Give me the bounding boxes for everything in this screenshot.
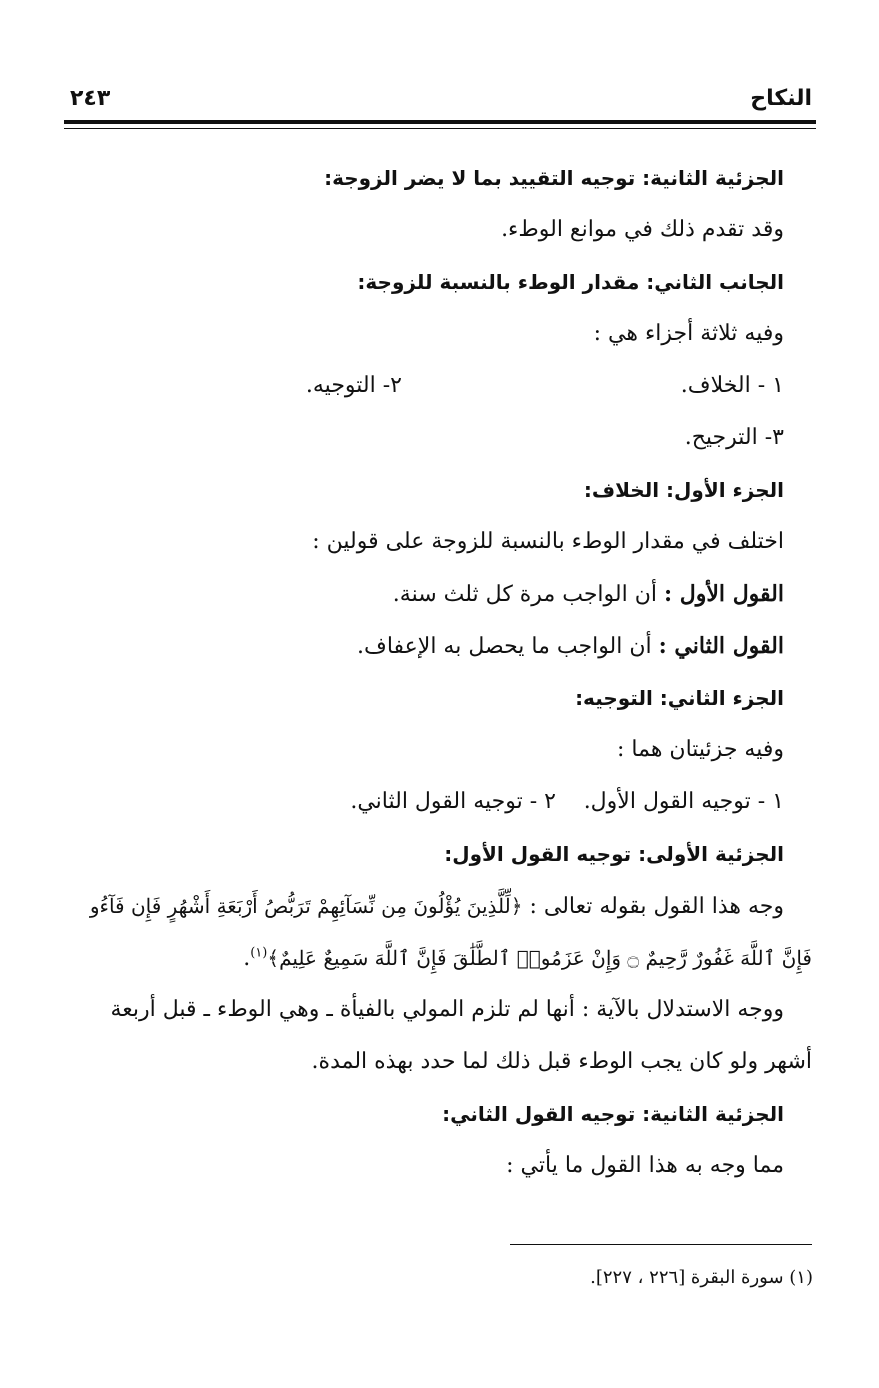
page-body bbox=[60, 152, 812, 1192]
footnote-reference: (١) bbox=[250, 945, 268, 961]
subsection-heading: الجزئية الثانية: توجيه القول الثاني: bbox=[442, 1102, 784, 1126]
sentence-end: . bbox=[243, 946, 251, 971]
paragraph: وفيه ثلاثة أجزاء هي : bbox=[593, 321, 784, 346]
subsection-heading: الجزئية الثانية: توجيه التقييد بما لا يضر الزوجة: bbox=[324, 166, 784, 190]
list-item: ٣- الترجيح. bbox=[684, 425, 784, 450]
subsection-heading: الجزء الأول: الخلاف: bbox=[583, 478, 784, 502]
running-title: النكاح bbox=[750, 86, 812, 111]
paragraph: مما وجه به هذا القول ما يأتي : bbox=[506, 1153, 784, 1178]
running-header bbox=[66, 84, 814, 114]
paragraph-line bbox=[60, 932, 812, 984]
section-heading: الجانب الثاني: مقدار الوطء بالنسبة للزوجة: bbox=[357, 270, 784, 294]
list-item: ١ - توجيه القول الأول. bbox=[583, 789, 784, 814]
paragraph-line: أشهر ولو كان يجب الوطء قبل ذلك لما حدد بهذه المدة. bbox=[311, 1049, 812, 1074]
paragraph-line: ووجه الاستدلال بالآية : أنها لم تلزم المولي بالفيأة ـ وهي الوطء ـ قبل أربعة bbox=[110, 997, 784, 1022]
opinion-text: أن الواجب مرة كل ثلث سنة. bbox=[392, 582, 657, 607]
subsection-heading: الجزء الثاني: التوجيه: bbox=[575, 686, 784, 710]
footnote: (١) سورة البقرة [٢٢٦ ، ٢٢٧]. bbox=[590, 1267, 813, 1288]
paragraph: اختلف في مقدار الوطء بالنسبة للزوجة على قولين : bbox=[312, 529, 784, 554]
quran-verse: فَإِنَّ ٱللَّهَ غَفُورٌ رَّحِيمٌ ۝ وَإِنْ عَزَمُوا۟ ٱلطَّلَٰقَ فَإِنَّ ٱللَّهَ سَمِيعٌ عَلِيمٌ﴾ bbox=[267, 946, 812, 970]
footnote-rule bbox=[510, 1244, 812, 1245]
paragraph: وفيه جزئيتان هما : bbox=[617, 737, 784, 762]
opinion-label: القول الثاني : bbox=[658, 633, 784, 659]
paragraph: وقد تقدم ذلك في موانع الوطء. bbox=[501, 217, 784, 242]
verse-intro: وجه هذا القول بقوله تعالى : bbox=[529, 894, 784, 919]
list-row bbox=[60, 360, 812, 412]
opinion-label: القول الأول : bbox=[663, 581, 784, 607]
header-rule-thin bbox=[64, 128, 816, 129]
header-rule-thick bbox=[64, 120, 816, 124]
list-row bbox=[60, 776, 812, 828]
opinion-row bbox=[60, 620, 812, 672]
list-item: ١ - الخلاف. bbox=[680, 373, 784, 398]
subsection-heading: الجزئية الأولى: توجيه القول الأول: bbox=[444, 842, 784, 866]
opinion-row bbox=[60, 568, 812, 620]
opinion-text: أن الواجب ما يحصل به الإعفاف. bbox=[357, 634, 652, 659]
quran-verse: ﴿لِّلَّذِينَ يُؤْلُونَ مِن نِّسَآئِهِمْ تَرَبُّصُ أَرْبَعَةِ أَشْهُرٍ فَإِن فَآءُو bbox=[89, 894, 523, 918]
page-number: ٢٤٣ bbox=[70, 86, 111, 111]
list-item: ٢- التوجيه. bbox=[305, 373, 402, 398]
list-item: ٢ - توجيه القول الثاني. bbox=[350, 789, 556, 814]
paragraph-line bbox=[60, 880, 812, 932]
